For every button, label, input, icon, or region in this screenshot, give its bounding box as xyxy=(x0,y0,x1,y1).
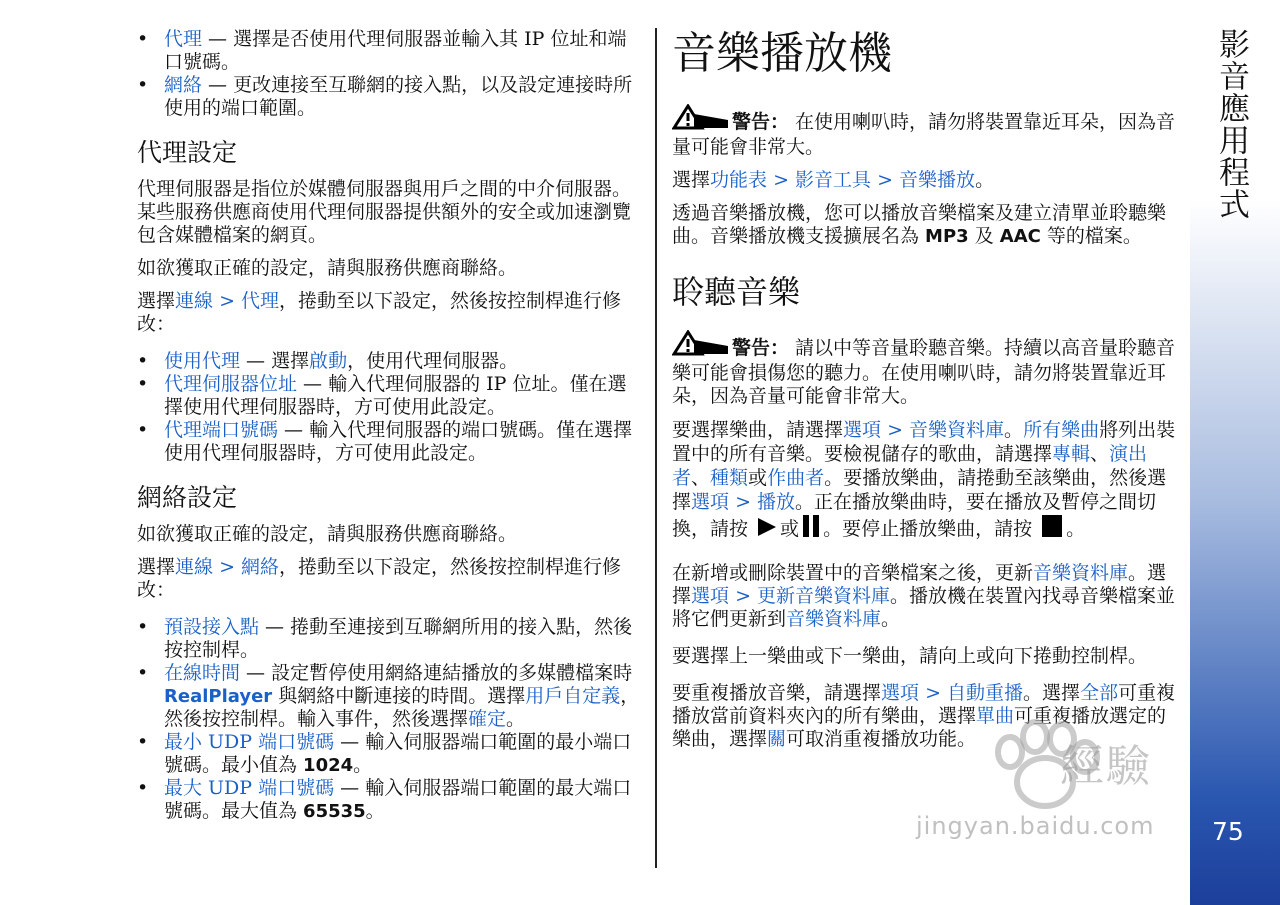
list-item: • 在線時間 — 設定暫停使用網絡連結播放的多媒體檔案時 RealPlayer 與網絡中斷連接的時間。選擇用戶自定義，然後按控制桿。輸入事件，然後選擇確定。 xyxy=(137,662,640,731)
warning-label: 警告： xyxy=(732,337,790,359)
watermark-cn: 經驗 xyxy=(1060,741,1152,792)
list-item: • 代理端口號碼 — 輸入代理伺服器的端口號碼。僅在選擇使用代理伺服器時，方可使用此設定。 xyxy=(137,419,640,465)
warning-icon xyxy=(672,330,732,362)
network-settings-heading: 網絡設定 xyxy=(137,483,238,512)
menu-link: 影音工具 xyxy=(795,169,872,191)
list-item: • 預設接入點 — 捲動至連接到互聯網所用的接入點，然後按控制桿。 xyxy=(137,616,640,662)
column-divider xyxy=(655,28,657,868)
menu-link: 代理 xyxy=(241,290,280,312)
paragraph: 要選擇上一樂曲或下一樂曲，請向上或向下捲動控制桿。 xyxy=(672,645,1148,667)
play-icon xyxy=(756,516,778,544)
menu-link: 連線 xyxy=(175,556,214,578)
pause-icon xyxy=(801,514,821,544)
menu-path-paragraph: 選擇連線 > 網絡，捲動至以下設定，然後按控制桿進行修改： xyxy=(137,556,622,601)
paragraph: 如欲獲取正確的設定，請與服務供應商聯絡。 xyxy=(137,257,518,279)
term-link: 代理端口號碼 xyxy=(164,419,279,441)
page-number: 75 xyxy=(1212,817,1244,846)
paragraph: 代理伺服器是指位於媒體伺服器與用戶之間的中介伺服器。某些服務供應商使用代理伺服器提供額外的安全或加速瀏覽包含媒體檔案的網頁。 xyxy=(137,178,632,246)
network-bullet-list xyxy=(137,616,640,823)
menu-link: 連線 xyxy=(175,290,214,312)
format-name: MP3 xyxy=(925,226,969,247)
term-link: 代理伺服器位址 xyxy=(164,373,298,395)
list-item: • 最大 UDP 端口號碼 — 輸入伺服器端口範圍的最大端口號碼。最大值為 65535。 xyxy=(137,777,640,823)
menu-path-paragraph: 選擇連線 > 代理，捲動至以下設定，然後按控制桿進行修改： xyxy=(137,290,622,335)
listen-music-heading: 聆聽音樂 xyxy=(672,273,801,311)
term-link: 確定 xyxy=(468,708,507,730)
menu-link: 音樂播放 xyxy=(899,169,976,191)
product-name: RealPlayer xyxy=(164,686,273,707)
term-link: 最小 UDP 端口號碼 xyxy=(164,731,335,753)
term-link: 在線時間 xyxy=(164,662,241,684)
list-item xyxy=(137,74,640,120)
paragraph: 透過音樂播放機，您可以播放音樂檔案及建立清單並聆聽樂曲。音樂播放機支援擴展名為 MP3 及 AAC 等的檔案。 xyxy=(672,202,1167,247)
chapter-title: 影音應用程式 xyxy=(1213,28,1249,220)
stop-icon xyxy=(1040,514,1064,544)
value: 1024 xyxy=(303,755,354,776)
format-name: AAC xyxy=(999,226,1041,247)
term-link: 預設接入點 xyxy=(164,616,260,638)
warning-label: 警告： xyxy=(732,111,790,133)
warning-paragraph: 警告： 在使用喇叭時，請勿將裝置靠近耳朵，因為音量可能會非常大。 xyxy=(672,104,1177,159)
list-item: • 代理伺服器位址 — 輸入代理伺服器的 IP 位址。僅在選擇使用代理伺服器時，方可使用此設定。 xyxy=(137,373,640,419)
item-text: — 更改連接至互聯網的接入點，以及設定連接時所使用的端口範圍。 xyxy=(164,74,633,119)
warning-paragraph: 警告： 請以中等音量聆聽音樂。持續以高音量聆聽音樂可能會損傷您的聽力。在使用喇叭時，請勿將裝置靠近耳朵，因為音量可能會非常大。 xyxy=(672,330,1177,408)
term-link: 用戶自定義 xyxy=(525,685,621,707)
paragraph: 如欲獲取正確的設定，請與服務供應商聯絡。 xyxy=(137,523,518,545)
menu-link: 功能表 xyxy=(710,169,768,191)
right-column xyxy=(672,28,1177,751)
watermark-url: jingyan.baidu.com xyxy=(916,812,1155,840)
proxy-bullet-list xyxy=(137,350,640,465)
left-column xyxy=(137,28,640,823)
warning-icon xyxy=(672,104,732,136)
menu-path-paragraph: 選擇功能表 > 影音工具 > 音樂播放。 xyxy=(672,169,995,191)
term-link: 最大 UDP 端口號碼 xyxy=(164,777,335,799)
select-music-paragraph: 要選擇樂曲，請選擇選項 > 音樂資料庫。所有樂曲將列出裝置中的所有音樂。要檢視儲存的歌曲，請選擇專輯、演出者、種類或作曲者。要播放樂曲，請捲動至該樂曲，然後選擇選項 > 播放。正在播放樂曲時，要在播放及暫停之間切換，請按 或 。要停止播放樂曲，請按 。 xyxy=(672,418,1177,544)
update-library-paragraph: 在新增或刪除裝置中的音樂檔案之後，更新音樂資料庫。選擇選項 > 更新音樂資料庫。播放機在裝置內找尋音樂檔案並將它們更新到音樂資料庫。 xyxy=(672,562,1176,630)
menu-link: 網絡 xyxy=(241,556,280,578)
top-bullet-list xyxy=(137,28,640,120)
term-link: 代理 xyxy=(164,28,203,50)
list-item: • 最小 UDP 端口號碼 — 輸入伺服器端口範圍的最小端口號碼。最小值為 1024。 xyxy=(137,731,640,777)
proxy-settings-heading: 代理設定 xyxy=(137,138,238,167)
repeat-paragraph: 要重複播放音樂，請選擇選項 > 自動重播。選擇全部可重複播放當前資料夾內的所有樂曲，選擇單曲可重複播放選定的樂曲，選擇關可取消重複播放功能。 xyxy=(672,682,1176,750)
list-item xyxy=(137,28,640,74)
term-link: 網絡 xyxy=(164,74,203,96)
value: 65535 xyxy=(303,801,366,822)
term-link: 啟動 xyxy=(309,350,348,372)
list-item: • 使用代理 — 選擇啟動，使用代理伺服器。 xyxy=(137,350,640,373)
item-text: — 選擇是否使用代理伺服器並輸入其 IP 位址和端口號碼。 xyxy=(164,28,627,73)
section-title: 音樂播放機 xyxy=(672,28,892,79)
term-link: 使用代理 xyxy=(164,350,241,372)
